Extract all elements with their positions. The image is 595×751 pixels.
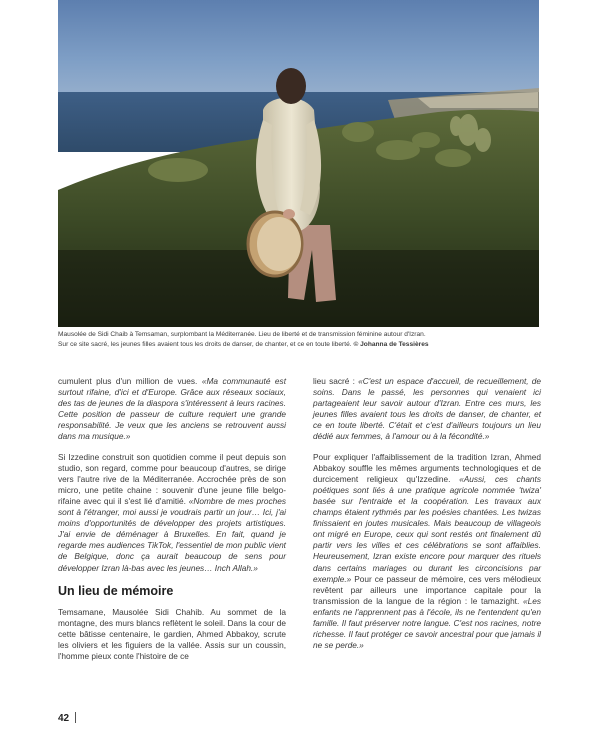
right-paragraph-2 [313, 452, 541, 652]
photo [58, 0, 539, 327]
right-p2-mid: Pour ce passeur de mémoire, ces vers mélodieux revêtent par ailleurs une importance capitale pour la transmission de la langue de la région : le tamazight. [313, 573, 541, 606]
left-paragraph-1 [58, 376, 286, 443]
left-p1-quote: «Ma communauté est surtout rifaine, d'ici et d'Europe. Grâce aux réseaux sociaux, des tas de jeunes de la diaspora s'intéressent à leurs racines. Cette position de passeur de culture requiert une grande responsabilité. Je veux que les anciens se retrouvent aussi dans ma musique.» [58, 376, 286, 442]
right-p2-text: Pour expliquer l'affaiblissement de la tradition Izran, Ahmed Abbakoy souffle les mêmes arguments technologiques et de durcicement religieux qu'Izzedine. [313, 451, 541, 484]
right-p1-text: lieu sacré : [313, 376, 359, 386]
left-paragraph-2 [58, 452, 286, 574]
photo-credit: © Johanna de Tessières [353, 341, 429, 348]
photo-image [58, 0, 539, 327]
section-heading: Un lieu de mémoire [58, 583, 174, 598]
right-p2-quote-2: «Les enfants ne l'apprennent pas à l'école, ils ne l'entendent qu'en famille. Il faut préserver notre langue. C'est nos racines, notre richesse. Il faut protéger ce savoir ancestral pour que jamais il ne se perde.» [313, 595, 541, 651]
photo-caption [58, 330, 548, 350]
caption-line-1: Mausolée de Sidi Chaib à Temsaman, surplombant la Méditerranée. Lieu de liberté et de transmission féminine autour d'Izran. [58, 331, 426, 338]
right-p1-quote: «C'est un espace d'accueil, de recueillement, de soins. Dans le passé, les personnes qui venaient ici partageaient leur savoir autour d'Izran. Entre ces murs, les jeunes filles avaient tous les droits de danser, de chanter, et ce en toute liberté. C'était et c'est d'ailleurs toujours un lieu dédié aux femmes, à l'amour ou à la fécondité.» [313, 376, 541, 442]
left-p1-text: cumulent plus d'un million de vues. [58, 376, 202, 386]
left-p2-quote: «Nombre de mes proches sont à l'étranger, moi aussi je voudrais partir un jour… Ici, j'ai moins d'opportunités de développer des projets artistiques. J'ai envie de déménager à Bruxelles. En fait, quand je regarde mes audiences TikTok, l'essentiel de mon public vient de Belgique, donc ça aurait beaucoup de sens pour développer Izran là-bas avec les jeunes… Inch Allah.» [58, 495, 286, 573]
page-number: 42 [58, 713, 70, 724]
folio-divider [75, 712, 76, 723]
right-paragraph-1 [313, 376, 541, 443]
left-p2-text: Si Izzedine construit son quotidien comme il peut depuis son studio, son regard, comme pour beaucoup d'autres, se dirige vers l'autre rive de la Méditerranée. Accrochée près de son micro, une petite chaine : souvenir d'une jeune fille belgo-rifaine avec qui il s'est lié d'amitié. [58, 451, 286, 506]
left-paragraph-3: Temsamane, Mausolée Sidi Chahib. Au sommet de la montagne, des murs blancs reflètent le soleil. Dans la cour de cette bâtisse centenaire, le gardien, Ahmed Abbakoy, scrute les oliviers et les figuiers de la vallée. Assis sur un coussin, l'homme pieux conte l'histoire de ce [58, 606, 286, 661]
right-column [313, 376, 541, 660]
caption-line-2-text: Sur ce site sacré, les jeunes filles avaient tous les droits de danser, de chanter, et ce en toute liberté. [58, 341, 352, 348]
caption-line-2 [58, 340, 548, 350]
right-p2-quote: «Aussi, ces chants poétiques sont liés à une pratique agricole nommée 'twiza' basée sur l'entraide et la coopération. Les travaux aux champs étaient rythmés par les poésies chantées. Les twizas finissaient en joutes musicales. Mais beaucoup de villageois ont migré en Europe, ceux qui sont restés ont finalement dû partir vers les villes et ces célébrations se sont affaiblies. Heureusement, Izran existe encore pour marquer des rituels dans certains mariages ou durant les circoncisions par exemple.» [313, 473, 541, 584]
left-column [58, 376, 286, 671]
